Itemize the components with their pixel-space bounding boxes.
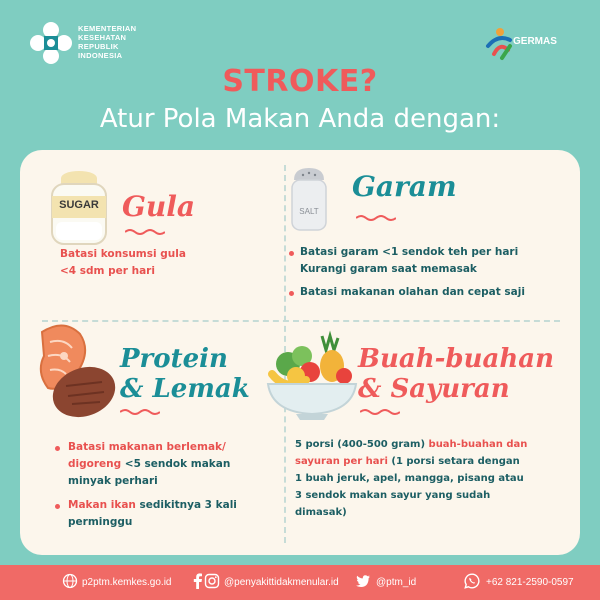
squiggle-icon [360,408,400,416]
garam-heading: Garam [352,170,457,203]
sugar-jar-label: SUGAR [59,199,99,211]
footer-social-link[interactable]: @penyakittidakmenular.id [224,577,339,588]
page-subtitle: Atur Pola Makan Anda dengan: [99,104,501,134]
garam-bullet-1: Batasi garam <1 sendok teh per hari Kurangi garam saat memasak [300,246,519,275]
protein-heading: Protein & Lemak [120,344,250,404]
footer-whatsapp-link[interactable]: +62 821-2590-0597 [486,577,574,588]
squiggle-icon [356,214,396,222]
footer-website-link[interactable]: p2ptm.kemkes.go.id [82,577,172,588]
page-title: STROKE? [222,64,378,99]
footer-twitter-link[interactable]: @ptm_id [376,577,417,588]
kemkes-logo-icon [28,20,74,66]
salt-shaker-icon [286,164,332,234]
buah-heading: Buah-buahan & Sayuran [358,344,555,404]
twitter-icon [355,573,371,589]
whatsapp-icon [464,573,480,589]
squiggle-icon [125,228,165,236]
germas-title: GERMAS [513,36,557,47]
ministry-name: KEMENTERIAN KESEHATAN REPUBLIK INDONESIA [78,24,137,60]
garam-bullet-2: Batasi makanan olahan dan cepat saji [300,286,525,298]
bullet-icon [289,291,294,296]
gula-text: Batasi konsumsi gula <4 sdm per hari [60,248,186,277]
squiggle-icon [120,408,160,416]
protein-bullet-1: Batasi makanan berlemak/ digoreng <5 sendok makan minyak perhari [68,441,231,487]
bullet-icon [55,446,60,451]
salmon-steak-icon [34,322,120,420]
instagram-icon [204,573,220,589]
globe-icon [62,573,78,589]
buah-text: 5 porsi (400-500 gram) buah-buahan dan sayuran per hari (1 porsi setara dengan 1 buah jeruk, apel, mangga, pisang atau 3 sendok makan sayur yang sudah dimasak) [295,439,528,518]
facebook-icon [190,573,204,589]
bullet-icon [55,504,60,509]
protein-bullet-2: Makan ikan sedikitnya 3 kali perminggu [68,499,237,528]
fruit-bowl-icon [266,330,358,422]
bullet-icon [289,251,294,256]
salt-label: SALT [299,207,319,216]
gula-heading: Gula [122,190,196,223]
